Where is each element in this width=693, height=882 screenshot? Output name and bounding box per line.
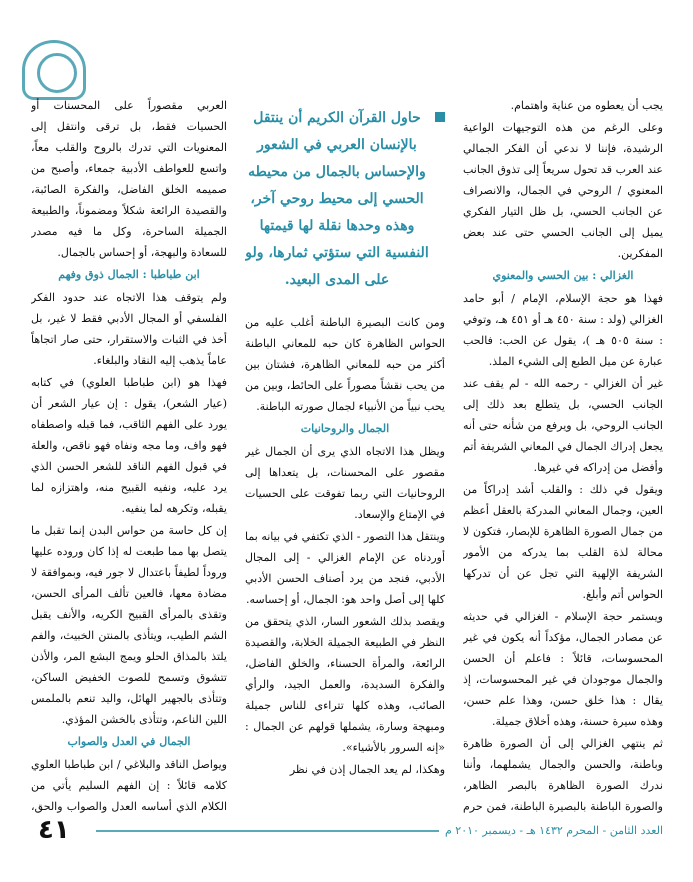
pull-quote-text: حاول القرآن الكريم أن ينتقل بالإنسان العربي في الشعور والإحساس بالجمال من محيطه الحسي إلى محيط روحي آخر، وهذه وحدها نقلة لها قيمتها النفسية التي ستؤتي ثمارها، ولو على المدى البعيد. [245, 110, 429, 288]
paragraph: ويواصل الناقد والبلاغي / ابن طباطبا العلوي كلامه قائلاً : إن الفهم السليم يأتي من الكلام الذي أساسه العدل والصواب والحق، [31, 758, 227, 813]
section-heading: الجمال في العدل والصواب [67, 735, 191, 748]
paragraph: فهذا هو (ابن طباطبا العلوي) في كتابه (عيار الشعر)، يقول : إن عيار الشعر أن يورد على الفهم الثاقب، فما قبله واصطفاه فهو واف، وما مجه ونفاه فهو ناقص، والعلة في قبول الفهم الناقد للشعر الحسن الذي يرد عليه، ونفيه القبيح منه، واهتزازه لما يقبله، وتكرهه لما ينفيه. [31, 376, 227, 515]
paragraph: ويقصد بذلك الشعور السار، الذي يتحقق من النظر في الطبيعة الجميلة الخلابة، والقصيدة الرائعة، والمرأة الحسناء، والخلق الفاضل، والفكرة السديدة، والعمل الجيد، والرأي الصائب، وهذه كلها تتراءى للناس جميلة ومبهجة وسارة، يشملها قولهم عن الجمال : «إنه السرور بالأشياء». [245, 615, 445, 754]
paragraph: ويظل هذا الاتجاه الذي يرى أن الجمال غير مقصور على المحسنات، بل يتعداها إلى الروحانيات التي ربما تفوقت على الحسيات في الإمتاع والإسعاد. [245, 445, 445, 521]
text-column-right [463, 95, 663, 820]
paragraph: ومن كانت البصيرة الباطنة أغلب عليه من الحواس الظاهرة كان حبه للمعاني الباطنة أكثر من حبه للمعاني الظاهرة، فشتان بين من يحب نقشاً مصوراً على الحائط، وبين من يحب نبياً من الأنبياء لجمال صورته الباطنة. [245, 316, 445, 413]
text-column-left [31, 95, 227, 820]
paragraph: ويستمر حجة الإسلام - الغزالي في حديثه عن مصادر الجمال، مؤكداً أنه يكون في غير المحسوسات، قائلاً : فاعلم أن الحسن والجمال موجودان في غير المحسوسات، إذ يقال : هذا خلق حسن، وهذا علم حسن، وهذه سيرة حسنة، وهذه أخلاق جميلة. [463, 610, 663, 728]
paragraph: فهذا هو حجة الإسلام، الإمام / أبو حامد الغزالي (ولد : سنة ٤٥٠ هـ أو ٤٥١ هـ، وتوفي : سنة ٥٠٥ هـ )، يقول عن الحب: فالحب عبارة عن ميل الطبع إلى الشيء الملذ. [463, 292, 663, 368]
paragraph: ولم يتوقف هذا الاتجاه عند حدود الفكر الفلسفي أو المجال الأدبي فقط لا غير، بل أخذ في الثبات والاستقرار، حتى صار اتجاهاً عاماً يذهب إليه النقاد والبلغاء. [31, 291, 227, 367]
pull-quote [245, 105, 445, 294]
paragraph: العربي مقصوراً على المحسنات أو الحسيات فقط، بل ترقى وانتقل إلى المعنويات التي تدرك بالروح والقلب معاً، واتسع للعواطف الأدبية جمعاء، وأصبح من صميمه الخلق الفاضل، والفكرة الصائبة، والقصيدة الرائعة شكلاً ومضموناً، والطبيعة الجميلة الساحرة، وكل ما فيه مصدر للسعادة والبهجة، أو إحساس بالجمال. [31, 99, 227, 259]
calligraphic-emblem-icon [22, 40, 86, 100]
paragraph: وهكذا، لم يعد الجمال إذن في نظر [289, 763, 445, 776]
paragraph: إن كل حاسة من حواس البدن إنما تقبل ما يتصل بها مما طبعت له إذا كان وروده عليها وروداً لطيفاً باعتدال لا جور فيه، وبموافقة لا مضادة معها، فالعين تألف المرأى الحسن، وتقذى بالمرأى القبيح الكريه، والأنف يقبل الشم الطيب، ويتأذى بالمنتن الخبيث، والفم يلتذ بالمذاق الحلو ويمج البشع المر، والأذن تتشوق وتسمح للصوت الخفيض الساكن، وتتأذى بالجهير الهائل، واليد تنعم بالملمس اللين الناعم، وتتأذى بالخشن المؤذي. [31, 524, 227, 726]
section-heading: الغزالي : بين الحسي والمعنوي [492, 269, 634, 282]
paragraph: ويقول في ذلك : والقلب أشد إدراكاً من العين، وجمال المعاني المدركة بالعقل أعظم من جمال الصورة الظاهرة للإبصار، فتكون لا محالة لذة القلب بما يدركه من الأمور الشريفة الإلهية التي تجل عن أن تدركها الحواس أتم وأبلغ. [463, 483, 663, 601]
section-heading: الجمال والروحانيات [300, 422, 390, 435]
issue-info: العدد الثامن - المحرم ١٤٣٢ هـ - ديسمبر ٢٠١٠ م [439, 822, 663, 840]
paragraph: يجب أن يعطوه من عناية واهتمام. [510, 99, 663, 112]
paragraph: وينتقل هذا التصور - الذي تكتفي في بيانه بما أوردناه عن الإمام الغزالي - إلى المجال الأدبي، فنجد من يرد أصناف الحسن الأدبي كلها إلى أصل واحد هو: الجمال، أو إحساسه. [245, 530, 445, 606]
paragraph: ثم ينتهي الغزالي إلى أن الصورة ظاهرة وباطنة، والحسن والجمال يشملهما، وأننا ندرك الصورة الظاهرة بالبصر الظاهر، والصورة الباطنة بالبصيرة الباطنة، فمن حرم [463, 737, 663, 813]
text-column-middle [245, 95, 445, 820]
paragraph: غير أن الغزالي - رحمه الله - لم يقف عند الجانب الحسي، بل يتطلع بعد ذلك إلى الجانب الروحي، بل ويرفع من شأنه حتى أنه يجعل إدراك الجمال في المعاني الشريفة أتم وأفضل من إدراكه في غيرها. [463, 377, 663, 474]
paragraph: وعلى الرغم من هذه التوجيهات الواعية الرشيدة، فإننا لا ندعي أن الفكر الجمالي عند العرب قد تحول سريعاً إلى تذوق الجانب المعنوي / الروحي في الجمال، والانصراف عن الجانب الحسي، بل ظل التيار الفكري يميل إلى الجانب الحسي حتى عند بعض المفكرين. [463, 121, 663, 260]
square-bullet-icon [435, 112, 445, 122]
page-number: ٤١ [38, 815, 70, 845]
section-heading: ابن طباطبا : الجمال ذوق وفهم [58, 268, 200, 281]
